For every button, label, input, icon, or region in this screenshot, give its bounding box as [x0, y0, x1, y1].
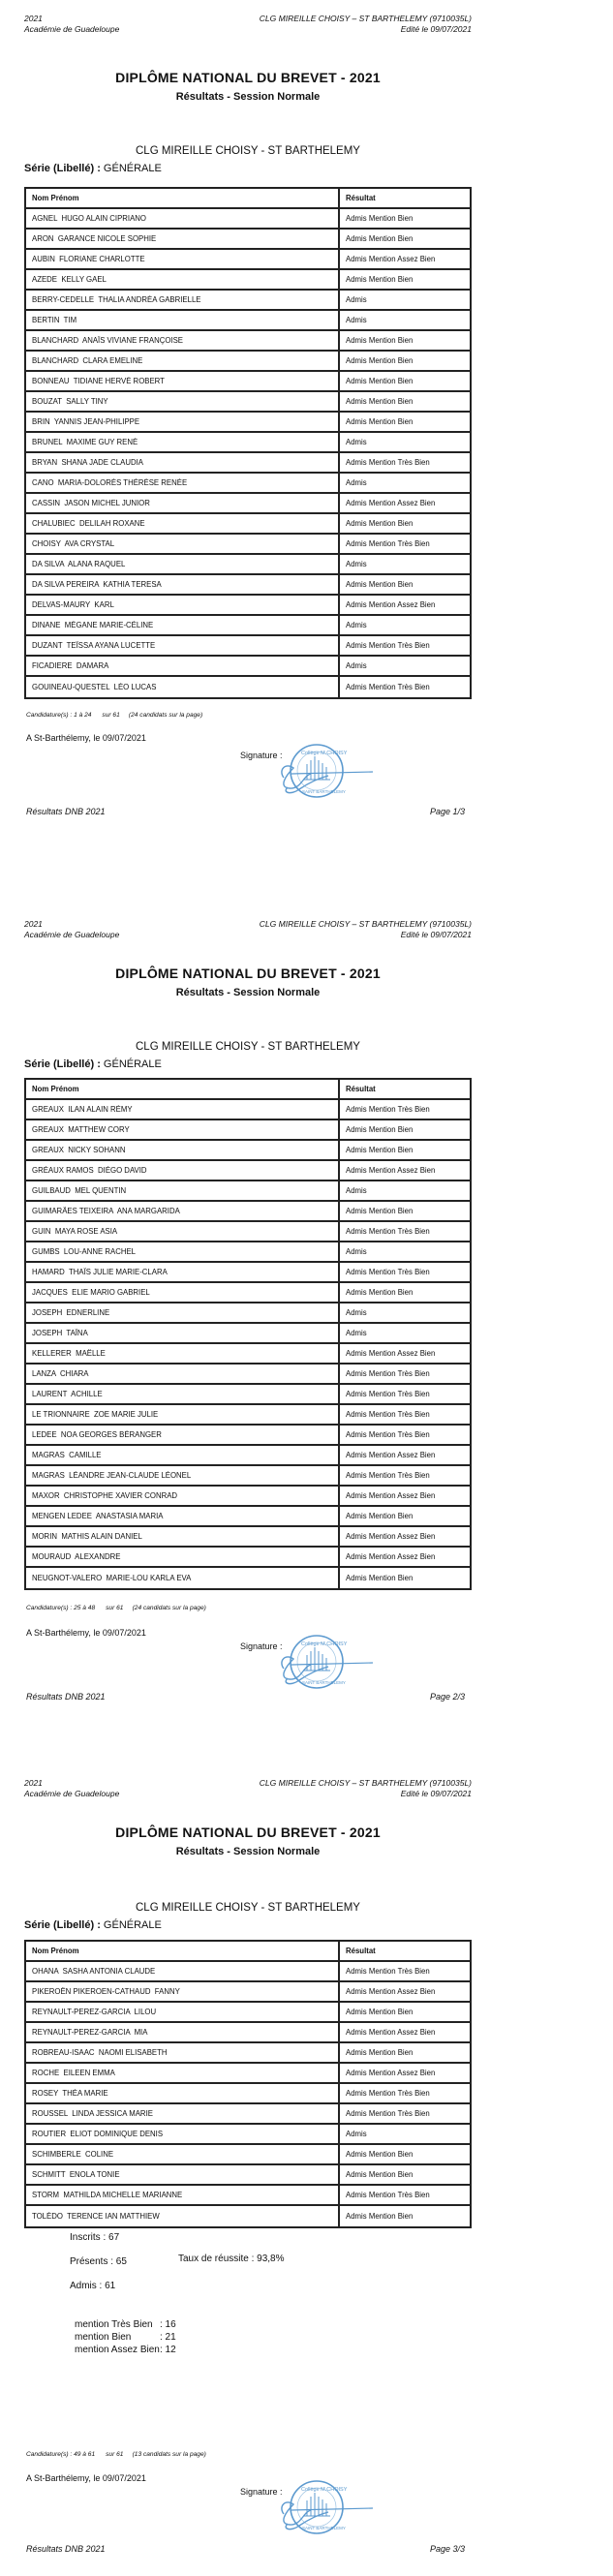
- header-year: 2021: [24, 14, 43, 23]
- student-name: MORIN MATHIS ALAIN DANIEL: [32, 1532, 142, 1541]
- student-name: AGNEL HUGO ALAIN CIPRIANO: [32, 214, 146, 223]
- student-result: Admis Mention Très Bien: [338, 1405, 470, 1424]
- student-name: DINANE MÉGANE MARIE-CÉLINE: [32, 621, 154, 629]
- table-row: [26, 616, 470, 636]
- school-name: CLG MIREILLE CHOISY - ST BARTHELEMY: [136, 1902, 360, 1914]
- table-row: [26, 1548, 470, 1568]
- place-date: A St-Barthélemy, le 09/07/2021: [26, 2473, 146, 2483]
- page-1: [0, 0, 613, 859]
- serie-line: [24, 1058, 162, 1070]
- results-table: [24, 1940, 472, 2228]
- student-result: Admis: [338, 311, 470, 329]
- student-result: Admis Mention Assez Bien: [338, 2064, 470, 2082]
- serie-label: Série (Libellé) :: [24, 1919, 101, 1931]
- table-row: [26, 2165, 470, 2186]
- table-row: [26, 1507, 470, 1527]
- table-row: [26, 1426, 470, 1446]
- table-row: [26, 433, 470, 453]
- table-row: [26, 1962, 470, 1982]
- student-name: JACQUES ELIE MARIO GABRIEL: [32, 1288, 150, 1297]
- student-result: Admis Mention Bien: [338, 2043, 470, 2062]
- student-name: LAURENT ACHILLE: [32, 1390, 103, 1398]
- student-result: Admis Mention Bien: [338, 2206, 470, 2226]
- table-row: [26, 1365, 470, 1385]
- student-name: MAGRAS CAMILLE: [32, 1451, 102, 1459]
- student-name: MENGEN LEDEE ANASTASIA MARIA: [32, 1512, 164, 1520]
- student-result: Admis: [338, 291, 470, 309]
- student-name: OHANA SASHA ANTONIA CLAUDE: [32, 1967, 156, 1976]
- student-name: KELLERER MAËLLE: [32, 1349, 106, 1358]
- student-name: ROCHE EILEEN EMMA: [32, 2069, 115, 2077]
- candidatures-note: Candidature(s) : 49 à 61 sur 61 (13 candidats sur la page): [26, 2451, 206, 2458]
- header-edited-date: Edité le 09/07/2021: [400, 1789, 472, 1798]
- student-result: Admis Mention Très Bien: [338, 1426, 470, 1444]
- student-result: Admis Mention Bien: [338, 1283, 470, 1302]
- student-result: Admis Mention Très Bien: [338, 1100, 470, 1119]
- table-row: [26, 270, 470, 291]
- table-row: [26, 1527, 470, 1548]
- student-name: DUZANT TEÏSSA AYANA LUCETTE: [32, 641, 156, 650]
- page-number: Page 3/3: [429, 2544, 465, 2554]
- column-header-name: Nom Prénom: [32, 1947, 79, 1955]
- student-name: BONNEAU TIDIANE HERVÉ ROBERT: [32, 377, 165, 385]
- student-name: PIKEROËN PIKEROEN-CATHAUD FANNY: [32, 1987, 180, 1996]
- table-row: [26, 474, 470, 494]
- student-name: REYNAULT-PEREZ-GARCIA MIA: [32, 2028, 148, 2037]
- table-header-row: [26, 1080, 470, 1100]
- student-result: Admis Mention Bien: [338, 372, 470, 390]
- student-name: BRUNEL MAXIME GUY RENÉ: [32, 438, 138, 446]
- student-result: Admis Mention Bien: [338, 392, 470, 411]
- student-name: REYNAULT-PEREZ-GARCIA LILOU: [32, 2008, 157, 2016]
- student-name: TOLÉDO TERENCE IAN MATTHIEW: [32, 2212, 160, 2221]
- signature-label: Signature :: [240, 751, 283, 760]
- mentions-block: [75, 2318, 176, 2356]
- table-row: [26, 514, 470, 535]
- table-row: [26, 1263, 470, 1283]
- student-result: Admis Mention Bien: [338, 1120, 470, 1139]
- student-name: ARON GARANCE NICOLE SOPHIE: [32, 234, 157, 243]
- student-result: Admis Mention Assez Bien: [338, 1982, 470, 2001]
- table-body: [26, 209, 470, 697]
- signature-label: Signature :: [240, 2487, 283, 2497]
- header-year: 2021: [24, 919, 43, 929]
- results-table: [24, 187, 472, 699]
- page-2: [0, 859, 613, 1718]
- svg-text:Collège M.CHOISY SAINT: Collège M.CHOISY SAINT BARTHELEMY: [301, 751, 348, 794]
- serie-line: [24, 163, 162, 174]
- student-name: GRÉAUX RAMOS DIÉGO DAVID: [32, 1166, 147, 1175]
- student-name: JOSEPH TAÏNA: [32, 1329, 88, 1337]
- student-name: CANO MARIA-DOLORÈS THÉRÈSE RENÉE: [32, 478, 188, 487]
- table-row: [26, 2064, 470, 2084]
- document-subtitle: Résultats - Session Normale: [175, 91, 321, 103]
- student-result: Admis Mention Bien: [338, 2003, 470, 2021]
- student-result: Admis Mention Très Bien: [338, 1365, 470, 1383]
- student-result: Admis Mention Bien: [338, 1141, 470, 1159]
- header-year: 2021: [24, 1778, 43, 1788]
- student-result: Admis: [338, 433, 470, 451]
- student-name: LEDEE NOA GEORGES BÉRANGER: [32, 1430, 162, 1439]
- table-row: [26, 331, 470, 352]
- table-row: [26, 1303, 470, 1324]
- student-name: MAGRAS LÉANDRE JEAN-CLAUDE LÉONEL: [32, 1471, 192, 1480]
- student-result: Admis Mention Assez Bien: [338, 1548, 470, 1566]
- table-row: [26, 1324, 470, 1344]
- school-stamp-icon: [278, 1628, 379, 1696]
- student-name: GUILBAUD MEL QUENTIN: [32, 1186, 127, 1195]
- table-row: [26, 1568, 470, 1588]
- page-footer: [26, 1692, 465, 1702]
- document-title: DIPLÔME NATIONAL DU BREVET - 2021: [115, 966, 381, 981]
- table-row: [26, 352, 470, 372]
- student-name: GREAUX MATTHEW CORY: [32, 1125, 130, 1134]
- table-row: [26, 230, 470, 250]
- serie-label: Série (Libellé) :: [24, 1058, 101, 1070]
- header-school: CLG MIREILLE CHOISY – ST BARTHELEMY (9710035L): [259, 1778, 472, 1788]
- student-name: ROBREAU-ISAAC NAOMI ELISABETH: [32, 2048, 168, 2057]
- student-name: DA SILVA PEREIRA KATHIA TERESA: [32, 580, 162, 589]
- table-row: [26, 2084, 470, 2104]
- table-row: [26, 1222, 470, 1242]
- student-name: BERTIN TIM: [32, 316, 77, 324]
- student-result: Admis Mention Très Bien: [338, 2186, 470, 2204]
- student-result: Admis Mention Bien: [338, 413, 470, 431]
- stat-taux-reussite: Taux de réussite : 93,8%: [178, 2254, 285, 2264]
- table-header-row: [26, 1942, 470, 1962]
- table-body: [26, 1100, 470, 1588]
- student-result: Admis Mention Assez Bien: [338, 2023, 470, 2041]
- table-row: [26, 1466, 470, 1487]
- table-row: [26, 657, 470, 677]
- student-name: BLANCHARD CLARA EMELINE: [32, 356, 143, 365]
- table-header-row: [26, 189, 470, 209]
- header-academy: Académie de Guadeloupe: [24, 1789, 120, 1798]
- header-edited-date: Edité le 09/07/2021: [400, 930, 472, 939]
- table-row: [26, 494, 470, 514]
- student-name: GUIN MAYA ROSE ASIA: [32, 1227, 118, 1236]
- document-subtitle: Résultats - Session Normale: [175, 987, 321, 998]
- header-academy: Académie de Guadeloupe: [24, 930, 120, 939]
- student-result: Admis: [338, 555, 470, 573]
- candidatures-note: Candidature(s) : 25 à 48 sur 61 (24 candidats sur la page): [26, 1605, 206, 1611]
- table-row: [26, 1344, 470, 1365]
- student-name: GOUINEAU-QUESTEL LÉO LUCAS: [32, 683, 157, 691]
- table-row: [26, 1487, 470, 1507]
- page-3: [0, 1718, 613, 2576]
- header-left: [24, 919, 119, 940]
- table-row: [26, 1982, 470, 2003]
- header-right: [260, 1778, 472, 1799]
- student-result: Admis Mention Très Bien: [338, 636, 470, 655]
- student-result: Admis Mention Bien: [338, 2165, 470, 2184]
- student-result: Admis Mention Très Bien: [338, 1962, 470, 1980]
- student-result: Admis Mention Assez Bien: [338, 1161, 470, 1180]
- mention-bien: mention Bien : 21: [75, 2332, 176, 2343]
- student-result: Admis: [338, 474, 470, 492]
- student-name: GUMBS LOU-ANNE RACHEL: [32, 1247, 137, 1256]
- table-row: [26, 1120, 470, 1141]
- column-header-result: Résultat: [338, 1080, 470, 1098]
- student-name: AUBIN FLORIANE CHARLOTTE: [32, 255, 145, 263]
- student-result: Admis: [338, 1242, 470, 1261]
- student-name: CASSIN JASON MICHEL JUNIOR: [32, 499, 150, 507]
- table-row: [26, 413, 470, 433]
- table-row: [26, 2003, 470, 2023]
- header-left: [24, 1778, 119, 1799]
- student-name: AZEDE KELLY GAEL: [32, 275, 107, 284]
- student-name: SCHIMBERLE COLINE: [32, 2150, 114, 2159]
- table-body: [26, 1962, 470, 2226]
- stat-admis: Admis : 61: [70, 2281, 116, 2291]
- place-date: A St-Barthélemy, le 09/07/2021: [26, 733, 146, 743]
- table-row: [26, 2145, 470, 2165]
- column-header-name: Nom Prénom: [32, 1085, 79, 1093]
- table-row: [26, 2186, 470, 2206]
- page-footer: [26, 807, 465, 816]
- table-row: [26, 1283, 470, 1303]
- student-result: Admis Mention Bien: [338, 331, 470, 350]
- student-result: Admis Mention Très Bien: [338, 2104, 470, 2123]
- page-header: [24, 14, 472, 35]
- table-row: [26, 209, 470, 230]
- footer-left: Résultats DNB 2021: [26, 807, 106, 816]
- student-result: Admis Mention Bien: [338, 1507, 470, 1525]
- table-row: [26, 372, 470, 392]
- table-row: [26, 535, 470, 555]
- student-name: CHOISY AVA CRYSTAL: [32, 539, 115, 548]
- column-header-name: Nom Prénom: [32, 194, 79, 202]
- table-row: [26, 250, 470, 270]
- school-name: CLG MIREILLE CHOISY - ST BARTHELEMY: [136, 145, 360, 157]
- header-school: CLG MIREILLE CHOISY – ST BARTHELEMY (9710035L): [259, 919, 472, 929]
- header-edited-date: Edité le 09/07/2021: [400, 24, 472, 34]
- svg-text:Collège M.CHOISY SAINT: Collège M.CHOISY SAINT BARTHELEMY: [301, 2487, 348, 2530]
- student-result: Admis Mention Bien: [338, 270, 470, 289]
- table-row: [26, 311, 470, 331]
- student-result: Admis Mention Très Bien: [338, 535, 470, 553]
- student-name: GREAUX NICKY SOHANN: [32, 1146, 126, 1154]
- student-name: NEUGNOT-VALERO MARIE-LOU KARLA EVA: [32, 1574, 192, 1582]
- student-result: Admis Mention Bien: [338, 209, 470, 228]
- student-name: ROSEY THÉA MARIE: [32, 2089, 108, 2098]
- serie-value: GÉNÉRALE: [103, 1919, 162, 1931]
- table-row: [26, 677, 470, 697]
- student-result: Admis Mention Assez Bien: [338, 1527, 470, 1546]
- student-result: Admis Mention Assez Bien: [338, 1446, 470, 1464]
- student-result: Admis Mention Très Bien: [338, 1222, 470, 1241]
- student-name: FICADIERE DAMARA: [32, 661, 109, 670]
- student-name: BRIN YANNIS JEAN-PHILIPPE: [32, 417, 140, 426]
- place-date: A St-Barthélemy, le 09/07/2021: [26, 1628, 146, 1638]
- mention-assez-bien: mention Assez Bien: 12: [75, 2345, 176, 2355]
- student-result: Admis Mention Très Bien: [338, 2084, 470, 2102]
- student-name: MOURAUD ALEXANDRE: [32, 1552, 121, 1561]
- student-name: ROUTIER ELIOT DOMINIQUE DENIS: [32, 2130, 164, 2138]
- header-school: CLG MIREILLE CHOISY – ST BARTHELEMY (9710035L): [259, 14, 472, 23]
- footer-left: Résultats DNB 2021: [26, 1692, 106, 1702]
- student-result: Admis: [338, 616, 470, 634]
- page-header: [24, 1778, 472, 1799]
- student-result: Admis Mention Très Bien: [338, 677, 470, 697]
- table-row: [26, 2023, 470, 2043]
- student-name: BLANCHARD ANAÏS VIVIANE FRANÇOISE: [32, 336, 183, 345]
- candidatures-note: Candidature(s) : 1 à 24 sur 61 (24 candidats sur la page): [26, 712, 203, 719]
- student-result: Admis Mention Bien: [338, 575, 470, 594]
- student-name: MAXOR CHRISTOPHE XAVIER CONRAD: [32, 1491, 178, 1500]
- student-result: Admis Mention Bien: [338, 514, 470, 533]
- document-title: DIPLÔME NATIONAL DU BREVET - 2021: [115, 1825, 381, 1840]
- student-result: Admis Mention Assez Bien: [338, 1487, 470, 1505]
- student-result: Admis: [338, 657, 470, 675]
- student-name: GUIMARÃES TEIXEIRA ANA MARGARIDA: [32, 1207, 180, 1215]
- student-name: GREAUX ILAN ALAIN RÉMY: [32, 1105, 133, 1114]
- mention-tres-bien: mention Très Bien : 16: [75, 2319, 176, 2330]
- student-result: Admis Mention Très Bien: [338, 1466, 470, 1485]
- student-result: Admis Mention Assez Bien: [338, 1344, 470, 1363]
- student-result: Admis Mention Assez Bien: [338, 250, 470, 268]
- table-row: [26, 575, 470, 596]
- table-row: [26, 392, 470, 413]
- table-row: [26, 1385, 470, 1405]
- student-result: Admis: [338, 1303, 470, 1322]
- student-result: Admis Mention Très Bien: [338, 1263, 470, 1281]
- table-row: [26, 2125, 470, 2145]
- student-name: CHALUBIEC DELILAH ROXANE: [32, 519, 145, 528]
- table-row: [26, 2043, 470, 2064]
- student-name: LE TRIONNAIRE ZOE MARIE JULIE: [32, 1410, 159, 1419]
- table-row: [26, 291, 470, 311]
- student-name: DELVAS-MAURY KARL: [32, 600, 114, 609]
- table-row: [26, 1242, 470, 1263]
- serie-label: Série (Libellé) :: [24, 163, 101, 174]
- student-result: Admis Mention Bien: [338, 352, 470, 370]
- table-row: [26, 1141, 470, 1161]
- serie-value: GÉNÉRALE: [103, 1058, 162, 1070]
- student-result: Admis Mention Assez Bien: [338, 596, 470, 614]
- header-left: [24, 14, 119, 35]
- table-row: [26, 555, 470, 575]
- column-header-result: Résultat: [338, 189, 470, 207]
- student-name: BERRY-CEDELLE THALIA ANDRÉA GABRIELLE: [32, 295, 201, 304]
- table-row: [26, 1100, 470, 1120]
- page-footer: [26, 2544, 465, 2554]
- student-name: ROUSSEL LINDA JESSICA MARIE: [32, 2109, 153, 2118]
- school-stamp-icon: [278, 2473, 379, 2541]
- table-row: [26, 2206, 470, 2226]
- results-table: [24, 1078, 472, 1590]
- serie-line: [24, 1919, 162, 1931]
- footer-left: Résultats DNB 2021: [26, 2544, 106, 2554]
- table-row: [26, 453, 470, 474]
- student-name: BRYAN SHANA JADE CLAUDIA: [32, 458, 143, 467]
- table-row: [26, 1202, 470, 1222]
- student-name: DA SILVA ALANA RAQUEL: [32, 560, 126, 568]
- page-number: Page 2/3: [429, 1692, 465, 1702]
- student-result: Admis Mention Bien: [338, 230, 470, 248]
- table-row: [26, 1161, 470, 1181]
- school-stamp-icon: [278, 737, 379, 805]
- stat-presents: Présents : 65: [70, 2256, 127, 2267]
- header-right: [260, 14, 472, 35]
- student-name: HAMARD THAÏS JULIE MARIE-CLARA: [32, 1268, 168, 1276]
- table-row: [26, 636, 470, 657]
- student-name: LANZA CHIARA: [32, 1369, 89, 1378]
- svg-text:Collège M.CHOISY SAINT: Collège M.CHOISY SAINT BARTHELEMY: [301, 1641, 348, 1685]
- student-name: SCHMITT ENOLA TONIE: [32, 2170, 120, 2179]
- table-row: [26, 2104, 470, 2125]
- document-title: DIPLÔME NATIONAL DU BREVET - 2021: [115, 70, 381, 85]
- table-row: [26, 1405, 470, 1426]
- school-name: CLG MIREILLE CHOISY - ST BARTHELEMY: [136, 1041, 360, 1053]
- header-academy: Académie de Guadeloupe: [24, 24, 120, 34]
- student-result: Admis Mention Bien: [338, 1568, 470, 1588]
- header-right: [260, 919, 472, 940]
- student-result: Admis Mention Très Bien: [338, 453, 470, 472]
- student-result: Admis: [338, 1324, 470, 1342]
- student-result: Admis: [338, 1181, 470, 1200]
- table-row: [26, 596, 470, 616]
- page-number: Page 1/3: [429, 807, 465, 816]
- student-result: Admis Mention Bien: [338, 2145, 470, 2163]
- student-result: Admis Mention Bien: [338, 1202, 470, 1220]
- table-row: [26, 1181, 470, 1202]
- table-row: [26, 1446, 470, 1466]
- student-result: Admis Mention Très Bien: [338, 1385, 470, 1403]
- student-result: Admis: [338, 2125, 470, 2143]
- document-subtitle: Résultats - Session Normale: [175, 1846, 321, 1857]
- student-result: Admis Mention Assez Bien: [338, 494, 470, 512]
- student-name: JOSEPH EDNERLINE: [32, 1308, 110, 1317]
- student-name: STORM MATHILDA MICHELLE MARIANNE: [32, 2191, 183, 2199]
- student-name: BOUZAT SALLY TINY: [32, 397, 108, 406]
- page-header: [24, 919, 472, 940]
- column-header-result: Résultat: [338, 1942, 470, 1960]
- serie-value: GÉNÉRALE: [103, 163, 162, 174]
- stat-inscrits: Inscrits : 67: [70, 2232, 120, 2243]
- signature-label: Signature :: [240, 1641, 283, 1651]
